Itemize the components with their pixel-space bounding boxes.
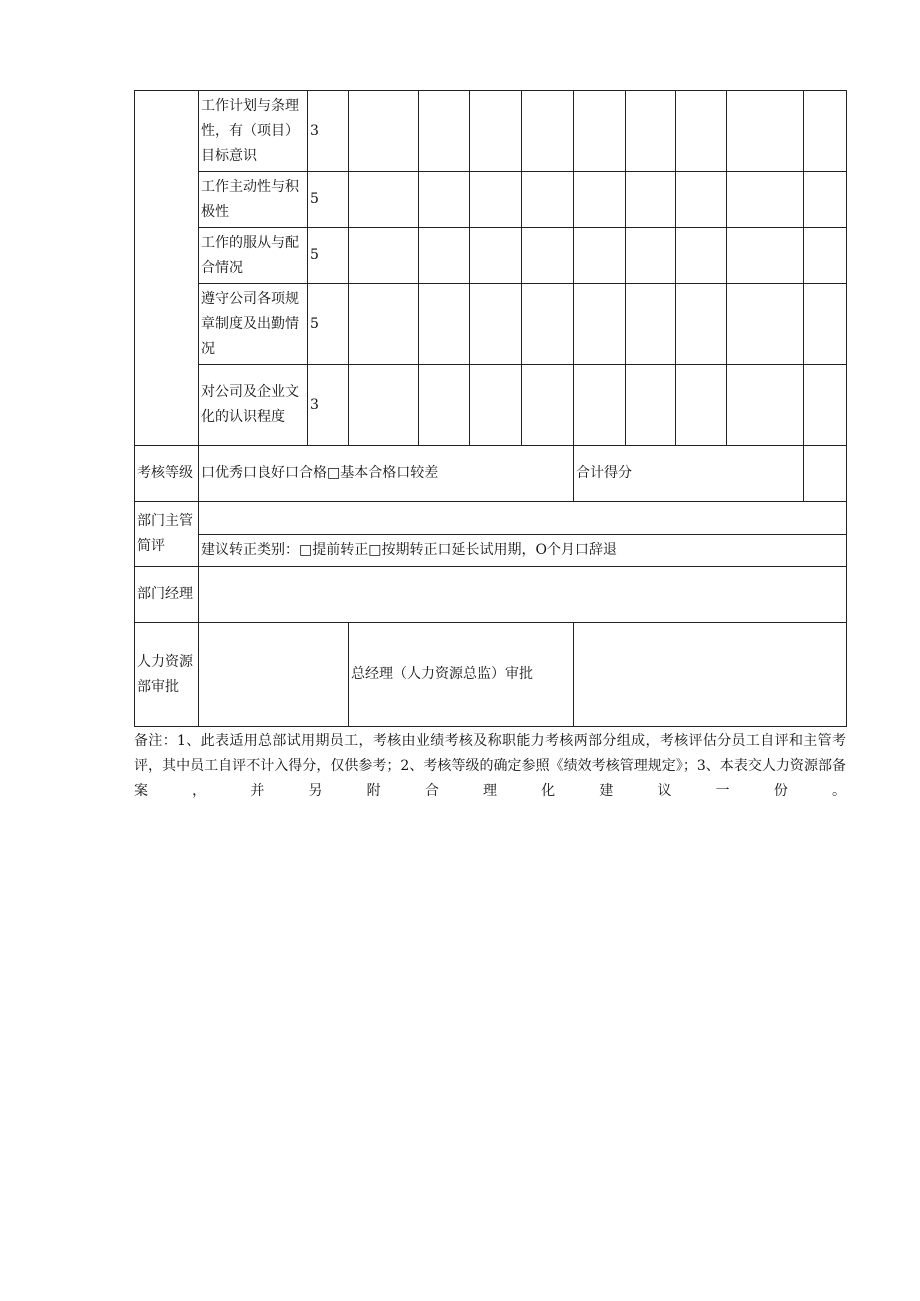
score-cell[interactable] [522, 172, 574, 228]
hr-approval-row [135, 623, 847, 727]
supervisor-suggestion-row [135, 535, 847, 567]
score-cell[interactable] [626, 172, 676, 228]
score-cell[interactable] [727, 365, 804, 446]
criteria-item: 对公司及企业文化的认识程度 [199, 365, 308, 446]
criteria-weight: 3 [308, 91, 349, 172]
score-cell[interactable] [727, 284, 804, 365]
manager-row [135, 567, 847, 623]
criteria-item: 遵守公司各项规章制度及出勤情况 [199, 284, 308, 365]
score-cell[interactable] [470, 228, 522, 284]
score-cell[interactable] [626, 284, 676, 365]
score-cell[interactable] [522, 228, 574, 284]
criteria-item: 工作的服从与配合情况 [199, 228, 308, 284]
appraisal-table [134, 90, 847, 727]
score-cell[interactable] [419, 365, 470, 446]
score-cell[interactable] [676, 284, 727, 365]
gm-approval-field[interactable] [574, 623, 847, 727]
grade-options[interactable]: 口优秀口良好口合格□基本合格口较差 [199, 446, 574, 502]
criteria-row [135, 172, 847, 228]
score-cell[interactable] [349, 91, 419, 172]
score-cell[interactable] [676, 228, 727, 284]
criteria-row [135, 284, 847, 365]
criteria-weight: 5 [308, 228, 349, 284]
grade-row [135, 446, 847, 502]
score-cell[interactable] [470, 284, 522, 365]
form-footnote: 备注：1、此表适用总部试用期员工，考核由业绩考核及称职能力考核两部分组成，考核评估分员工自评和主管考评，其中员工自评不计入得分，仅供参考；2、考核等级的确定参照《绩效考核管理规定》；3、本表交人力资源部备案，并另附合理化建议一份。 [134, 733, 846, 799]
score-cell[interactable] [676, 172, 727, 228]
criteria-item: 工作计划与条理性，有（项目）目标意识 [199, 91, 308, 172]
supervisor-comment-row [135, 502, 847, 535]
score-cell[interactable] [574, 284, 626, 365]
score-cell[interactable] [626, 91, 676, 172]
score-cell[interactable] [419, 91, 470, 172]
supervisor-comment-field[interactable] [199, 502, 847, 535]
total-score-cell[interactable] [804, 446, 847, 502]
score-cell[interactable] [727, 172, 804, 228]
score-cell[interactable] [522, 365, 574, 446]
criteria-row [135, 365, 847, 446]
score-cell[interactable] [626, 228, 676, 284]
gm-approval-label: 总经理（人力资源总监）审批 [349, 623, 574, 727]
score-cell[interactable] [574, 228, 626, 284]
score-cell[interactable] [727, 228, 804, 284]
supervisor-label: 部门主管简评 [135, 502, 199, 567]
criteria-weight: 3 [308, 365, 349, 446]
criteria-weight: 5 [308, 172, 349, 228]
score-cell[interactable] [804, 365, 847, 446]
score-cell[interactable] [574, 172, 626, 228]
score-cell[interactable] [727, 91, 804, 172]
criteria-row [135, 91, 847, 172]
score-cell[interactable] [574, 365, 626, 446]
manager-label: 部门经理 [135, 567, 199, 623]
score-cell[interactable] [349, 172, 419, 228]
score-cell[interactable] [419, 284, 470, 365]
score-cell[interactable] [522, 91, 574, 172]
hr-label: 人力资源部审批 [135, 623, 199, 727]
criteria-weight: 5 [308, 284, 349, 365]
score-cell[interactable] [470, 365, 522, 446]
regularization-suggestion[interactable]: 建议转正类别：□提前转正□按期转正口延长试用期，O个月口辞退 [199, 535, 847, 567]
score-cell[interactable] [419, 228, 470, 284]
score-cell[interactable] [470, 91, 522, 172]
score-cell[interactable] [419, 172, 470, 228]
score-cell[interactable] [676, 365, 727, 446]
score-cell[interactable] [574, 91, 626, 172]
criteria-item: 工作主动性与积极性 [199, 172, 308, 228]
score-cell[interactable] [349, 365, 419, 446]
score-cell[interactable] [349, 284, 419, 365]
score-cell[interactable] [626, 365, 676, 446]
score-cell[interactable] [349, 228, 419, 284]
hr-approval-field[interactable] [199, 623, 349, 727]
score-cell[interactable] [804, 91, 847, 172]
manager-comment-field[interactable] [199, 567, 847, 623]
grade-label: 考核等级 [135, 446, 199, 502]
total-score-label: 合计得分 [574, 446, 804, 502]
score-cell[interactable] [676, 91, 727, 172]
score-cell[interactable] [522, 284, 574, 365]
category-cell [135, 91, 199, 446]
score-cell[interactable] [804, 172, 847, 228]
score-cell[interactable] [804, 284, 847, 365]
score-cell[interactable] [804, 228, 847, 284]
score-cell[interactable] [470, 172, 522, 228]
criteria-row [135, 228, 847, 284]
